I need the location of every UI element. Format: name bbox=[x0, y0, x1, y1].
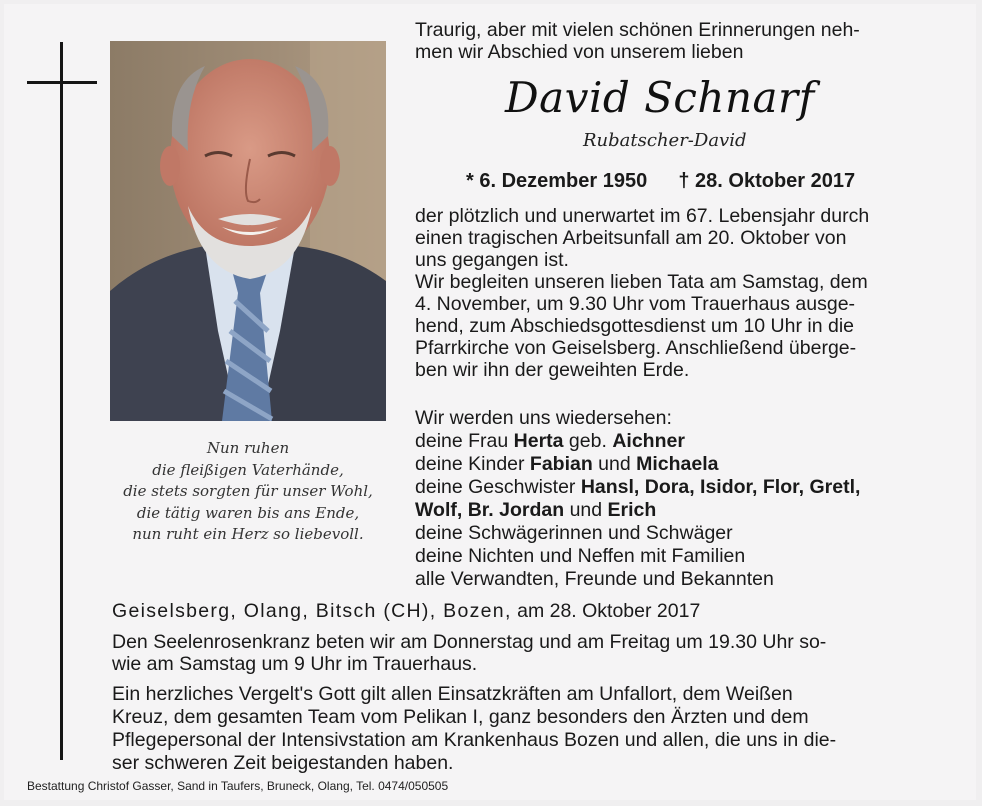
thanks-line: Kreuz, dem gesamten Team vom Pelikan I, ganz besonders den Ärzten und dem bbox=[112, 706, 809, 728]
mourner-children bbox=[415, 454, 719, 476]
mourners-intro: Wir werden uns wiedersehen: bbox=[415, 407, 672, 429]
mourner-name: Michaela bbox=[636, 453, 719, 475]
mourner-label: deine Frau bbox=[415, 430, 514, 452]
body-line: hend, zum Abschiedsgottesdienst um 10 Uhr in die bbox=[415, 315, 855, 337]
mourner-inlaws: deine Schwägerinnen und Schwäger bbox=[415, 522, 733, 544]
birth-date: * 6. Dezember 1950 bbox=[466, 170, 648, 192]
mourner-name: Aichner bbox=[612, 430, 685, 452]
deceased-name: David Schnarf bbox=[505, 73, 815, 122]
mourner-name: Fabian bbox=[529, 453, 593, 475]
mourner-label: deine Geschwister bbox=[415, 476, 581, 498]
mourner-name: Hansl, Dora, Isidor, Flor, Gretl, bbox=[580, 476, 861, 498]
death-date: † 28. Oktober 2017 bbox=[678, 170, 856, 192]
body-line: 4. November, um 9.30 Uhr vom Trauerhaus ausge- bbox=[415, 293, 856, 315]
poem-line: Nun ruhen bbox=[206, 439, 290, 457]
mourner-name: Wolf, Br. Jordan bbox=[415, 499, 565, 521]
thanks-line: Pflegepersonal der Intensivstation am Krankenhaus Bozen und allen, die uns in die- bbox=[112, 729, 837, 751]
mourner-name: Herta bbox=[513, 430, 564, 452]
life-dates bbox=[466, 169, 855, 193]
body-line: der plötzlich und unerwartet im 67. Lebensjahr durch bbox=[415, 205, 870, 227]
body-line: ben wir ihn der geweihten Erde. bbox=[415, 359, 690, 381]
rosary-line: wie am Samstag um 9 Uhr im Trauerhaus. bbox=[112, 653, 478, 675]
mourner-label: und bbox=[564, 499, 608, 521]
memorial-poem bbox=[112, 438, 384, 546]
thanks-line: Ein herzliches Vergelt's Gott gilt allen Einsatzkräften am Unfallort, dem Weißen bbox=[112, 683, 793, 705]
thanks-line: ser schweren Zeit beigestanden haben. bbox=[112, 752, 454, 774]
mourner-siblings bbox=[415, 477, 860, 499]
intro-line: Traurig, aber mit vielen schönen Erinnerungen neh- bbox=[415, 19, 860, 41]
deceased-nickname: Rubatscher-David bbox=[583, 130, 747, 151]
intro-line: men wir Abschied von unserem lieben bbox=[415, 41, 744, 63]
cross-horizontal-bar bbox=[27, 81, 97, 84]
poem-line: die tätig waren bis ans Ende, bbox=[136, 503, 360, 522]
mourner-wife bbox=[415, 431, 685, 453]
mourner-label: und bbox=[592, 453, 637, 475]
rosary-line: Den Seelenrosenkranz beten wir am Donnerstag und am Freitag um 19.30 Uhr so- bbox=[112, 631, 827, 653]
body-line: Wir begleiten unseren lieben Tata am Samstag, dem bbox=[415, 271, 868, 293]
place-date-line bbox=[112, 601, 700, 623]
body-line: einen tragischen Arbeitsunfall am 20. Oktober von bbox=[415, 227, 847, 249]
portrait-illustration bbox=[110, 41, 386, 421]
mourner-name: Erich bbox=[607, 499, 657, 521]
mourner-nieces: deine Nichten und Neffen mit Familien bbox=[415, 545, 746, 567]
poem-line: die stets sorgten für unser Wohl, bbox=[123, 482, 373, 500]
mourner-label: geb. bbox=[563, 430, 613, 452]
portrait-photo bbox=[110, 41, 386, 421]
poem-line: die fleißigen Vaterhände, bbox=[152, 460, 344, 479]
poem-line: nun ruht ein Herz so liebevoll. bbox=[132, 525, 364, 543]
place-names: Geiselsberg, Olang, Bitsch (CH), Bozen, bbox=[112, 600, 512, 622]
body-line: Pfarrkirche von Geiselsberg. Anschließend überge- bbox=[415, 337, 857, 359]
notice-date: am 28. Oktober 2017 bbox=[517, 600, 701, 622]
mourner-siblings-cont bbox=[415, 500, 656, 522]
cross-vertical-bar bbox=[60, 42, 63, 760]
mourner-relatives: alle Verwandten, Freunde und Bekannten bbox=[415, 568, 774, 590]
body-line: uns gegangen ist. bbox=[415, 249, 569, 271]
mourner-label: deine Kinder bbox=[415, 453, 530, 475]
funeral-home-footer: Bestattung Christof Gasser, Sand in Taufers, Bruneck, Olang, Tel. 0474/050505 bbox=[27, 779, 449, 793]
